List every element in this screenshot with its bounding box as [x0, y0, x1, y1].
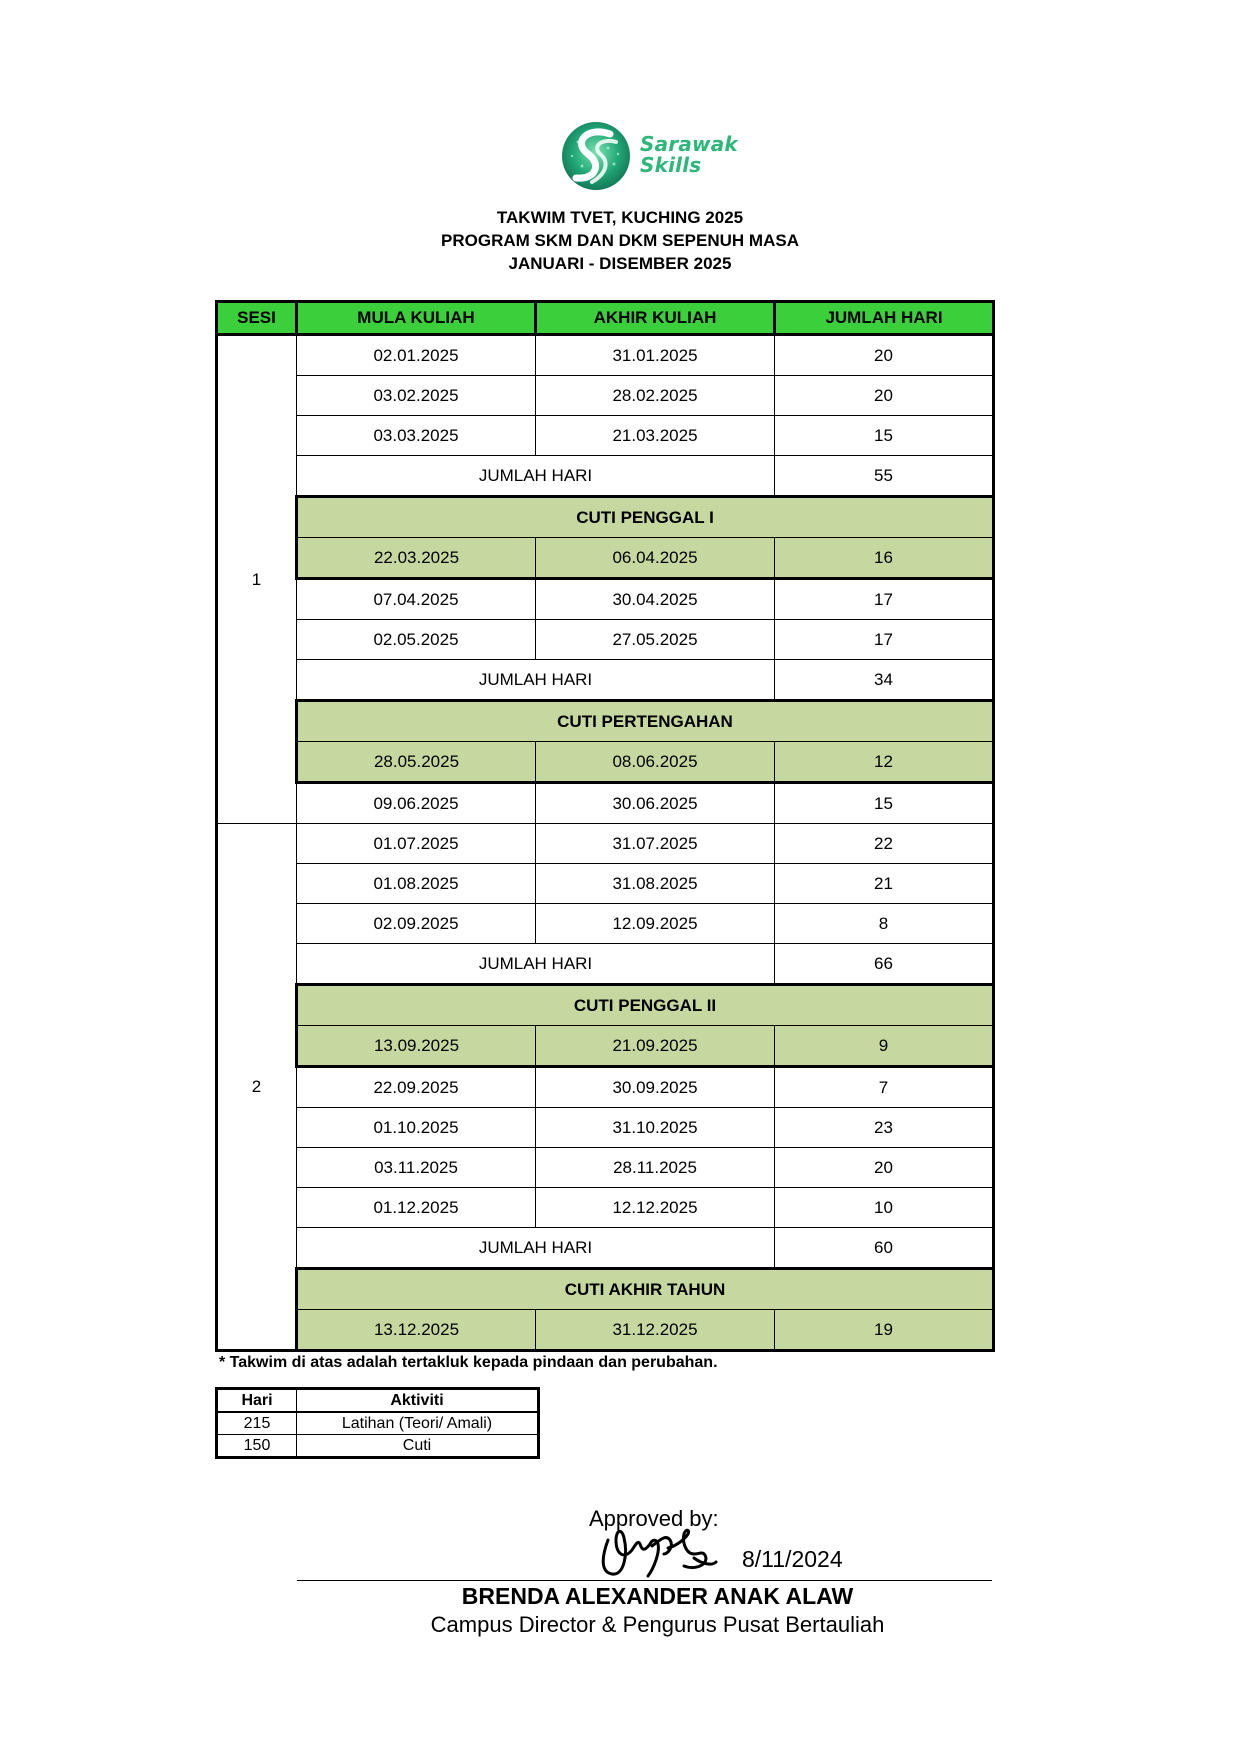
- summary-cell: Cuti: [297, 1435, 539, 1458]
- jumlah-hari-cell: 12: [775, 742, 994, 783]
- kuliah-row: [217, 904, 994, 944]
- summary-header-aktiviti: Aktiviti: [297, 1389, 539, 1413]
- mula-kuliah-cell: 02.09.2025: [297, 904, 536, 944]
- kuliah-row: [217, 620, 994, 660]
- title-line2: PROGRAM SKM DAN DKM SEPENUH MASA: [441, 231, 799, 250]
- disclaimer-note: * Takwim di atas adalah tertakluk kepada pindaan dan perubahan.: [219, 1354, 718, 1371]
- jumlah-hari-row: [217, 660, 994, 701]
- mula-kuliah-cell: 03.03.2025: [297, 416, 536, 456]
- kuliah-row: [217, 579, 994, 620]
- jumlah-hari-cell: 7: [775, 1067, 994, 1108]
- jumlah-hari-label: JUMLAH HARI: [297, 944, 775, 985]
- cuti-heading-row: [217, 701, 994, 742]
- mula-kuliah-cell: 13.09.2025: [297, 1026, 536, 1067]
- title-line3: JANUARI - DISEMBER 2025: [508, 254, 732, 273]
- jumlah-hari-cell: 20: [775, 1148, 994, 1188]
- jumlah-hari-row: [217, 1228, 994, 1269]
- sesi-cell: 2: [217, 824, 297, 1351]
- akhir-kuliah-cell: 12.12.2025: [536, 1188, 775, 1228]
- akhir-kuliah-cell: 30.06.2025: [536, 783, 775, 824]
- jumlah-hari-cell: 20: [775, 335, 994, 376]
- jumlah-hari-cell: 9: [775, 1026, 994, 1067]
- approver-role: Campus Director & Pengurus Pusat Bertauliah: [430, 1612, 885, 1637]
- header-jumlah-hari: JUMLAH HARI: [775, 302, 994, 335]
- jumlah-hari-cell: 16: [775, 538, 994, 579]
- summary-cell: 215: [217, 1412, 297, 1435]
- logo-wordmark: [640, 134, 738, 176]
- jumlah-hari-total: 55: [775, 456, 994, 497]
- jumlah-hari-cell: 15: [775, 783, 994, 824]
- cuti-heading: CUTI PENGGAL I: [297, 497, 994, 538]
- cuti-heading-row: [217, 985, 994, 1026]
- summary-row: [217, 1412, 539, 1435]
- kuliah-row: [217, 1108, 994, 1148]
- mula-kuliah-cell: 13.12.2025: [297, 1310, 536, 1351]
- mula-kuliah-cell: 22.03.2025: [297, 538, 536, 579]
- summary-table: [215, 1387, 540, 1459]
- jumlah-hari-label: JUMLAH HARI: [297, 456, 775, 497]
- jumlah-hari-cell: 8: [775, 904, 994, 944]
- akhir-kuliah-cell: 31.07.2025: [536, 824, 775, 864]
- cuti-period-row: [217, 1026, 994, 1067]
- mula-kuliah-cell: 03.02.2025: [297, 376, 536, 416]
- logo-line1: Sarawak: [640, 132, 738, 156]
- title-line1: TAKWIM TVET, KUCHING 2025: [496, 208, 744, 227]
- approver-name: BRENDA ALEXANDER ANAK ALAW: [461, 1583, 854, 1609]
- jumlah-hari-total: 66: [775, 944, 994, 985]
- cuti-heading-row: [217, 497, 994, 538]
- kuliah-row: [217, 416, 994, 456]
- akhir-kuliah-cell: 28.02.2025: [536, 376, 775, 416]
- cuti-period-row: [217, 1310, 994, 1351]
- mula-kuliah-cell: 01.10.2025: [297, 1108, 536, 1148]
- cuti-heading-row: [217, 1269, 994, 1310]
- mula-kuliah-cell: 07.04.2025: [297, 579, 536, 620]
- jumlah-hari-total: 34: [775, 660, 994, 701]
- akhir-kuliah-cell: 31.08.2025: [536, 864, 775, 904]
- jumlah-hari-cell: 22: [775, 824, 994, 864]
- akhir-kuliah-cell: 12.09.2025: [536, 904, 775, 944]
- summary-header-row: [217, 1389, 539, 1413]
- kuliah-row: [217, 824, 994, 864]
- sarawak-skills-logo: [558, 120, 758, 192]
- akhir-kuliah-cell: 28.11.2025: [536, 1148, 775, 1188]
- summary-header-hari: Hari: [217, 1389, 297, 1413]
- calendar-header-row: [217, 302, 994, 335]
- akhir-kuliah-cell: 21.09.2025: [536, 1026, 775, 1067]
- summary-row: [217, 1435, 539, 1458]
- akhir-kuliah-cell: 30.09.2025: [536, 1067, 775, 1108]
- jumlah-hari-cell: 17: [775, 579, 994, 620]
- jumlah-hari-cell: 10: [775, 1188, 994, 1228]
- mula-kuliah-cell: 22.09.2025: [297, 1067, 536, 1108]
- calendar-table: [215, 300, 995, 1352]
- signature-line: [297, 1580, 992, 1581]
- header-akhir-kuliah: AKHIR KULIAH: [536, 302, 775, 335]
- cuti-heading: CUTI AKHIR TAHUN: [297, 1269, 994, 1310]
- akhir-kuliah-cell: 30.04.2025: [536, 579, 775, 620]
- jumlah-hari-cell: 19: [775, 1310, 994, 1351]
- jumlah-hari-label: JUMLAH HARI: [297, 660, 775, 701]
- akhir-kuliah-cell: 31.10.2025: [536, 1108, 775, 1148]
- jumlah-hari-row: [217, 944, 994, 985]
- approved-by-label: Approved by:: [589, 1506, 719, 1531]
- mula-kuliah-cell: 02.01.2025: [297, 335, 536, 376]
- kuliah-row: [217, 1067, 994, 1108]
- summary-cell: 150: [217, 1435, 297, 1458]
- jumlah-hari-cell: 23: [775, 1108, 994, 1148]
- mula-kuliah-cell: 28.05.2025: [297, 742, 536, 783]
- header-mula-kuliah: MULA KULIAH: [297, 302, 536, 335]
- jumlah-hari-cell: 17: [775, 620, 994, 660]
- akhir-kuliah-cell: 08.06.2025: [536, 742, 775, 783]
- cuti-period-row: [217, 538, 994, 579]
- jumlah-hari-row: [217, 456, 994, 497]
- jumlah-hari-cell: 21: [775, 864, 994, 904]
- jumlah-hari-cell: 15: [775, 416, 994, 456]
- cuti-heading: CUTI PERTENGAHAN: [297, 701, 994, 742]
- akhir-kuliah-cell: 31.01.2025: [536, 335, 775, 376]
- kuliah-row: [217, 335, 994, 376]
- mula-kuliah-cell: 03.11.2025: [297, 1148, 536, 1188]
- header-sesi: SESI: [217, 302, 297, 335]
- kuliah-row: [217, 864, 994, 904]
- logo-line2: Skills: [640, 153, 702, 177]
- jumlah-hari-total: 60: [775, 1228, 994, 1269]
- jumlah-hari-label: JUMLAH HARI: [297, 1228, 775, 1269]
- jumlah-hari-cell: 20: [775, 376, 994, 416]
- summary-cell: Latihan (Teori/ Amali): [297, 1412, 539, 1435]
- kuliah-row: [217, 376, 994, 416]
- mula-kuliah-cell: 01.08.2025: [297, 864, 536, 904]
- akhir-kuliah-cell: 31.12.2025: [536, 1310, 775, 1351]
- sesi-cell: 1: [217, 335, 297, 824]
- kuliah-row: [217, 1148, 994, 1188]
- signature-icon: [594, 1510, 718, 1582]
- akhir-kuliah-cell: 06.04.2025: [536, 538, 775, 579]
- kuliah-row: [217, 783, 994, 824]
- kuliah-row: [217, 1188, 994, 1228]
- mula-kuliah-cell: 02.05.2025: [297, 620, 536, 660]
- cuti-heading: CUTI PENGGAL II: [297, 985, 994, 1026]
- mula-kuliah-cell: 09.06.2025: [297, 783, 536, 824]
- mula-kuliah-cell: 01.07.2025: [297, 824, 536, 864]
- akhir-kuliah-cell: 27.05.2025: [536, 620, 775, 660]
- approval-date: 8/11/2024: [742, 1546, 843, 1572]
- cuti-period-row: [217, 742, 994, 783]
- mula-kuliah-cell: 01.12.2025: [297, 1188, 536, 1228]
- logo-emblem-icon: [558, 120, 634, 192]
- akhir-kuliah-cell: 21.03.2025: [536, 416, 775, 456]
